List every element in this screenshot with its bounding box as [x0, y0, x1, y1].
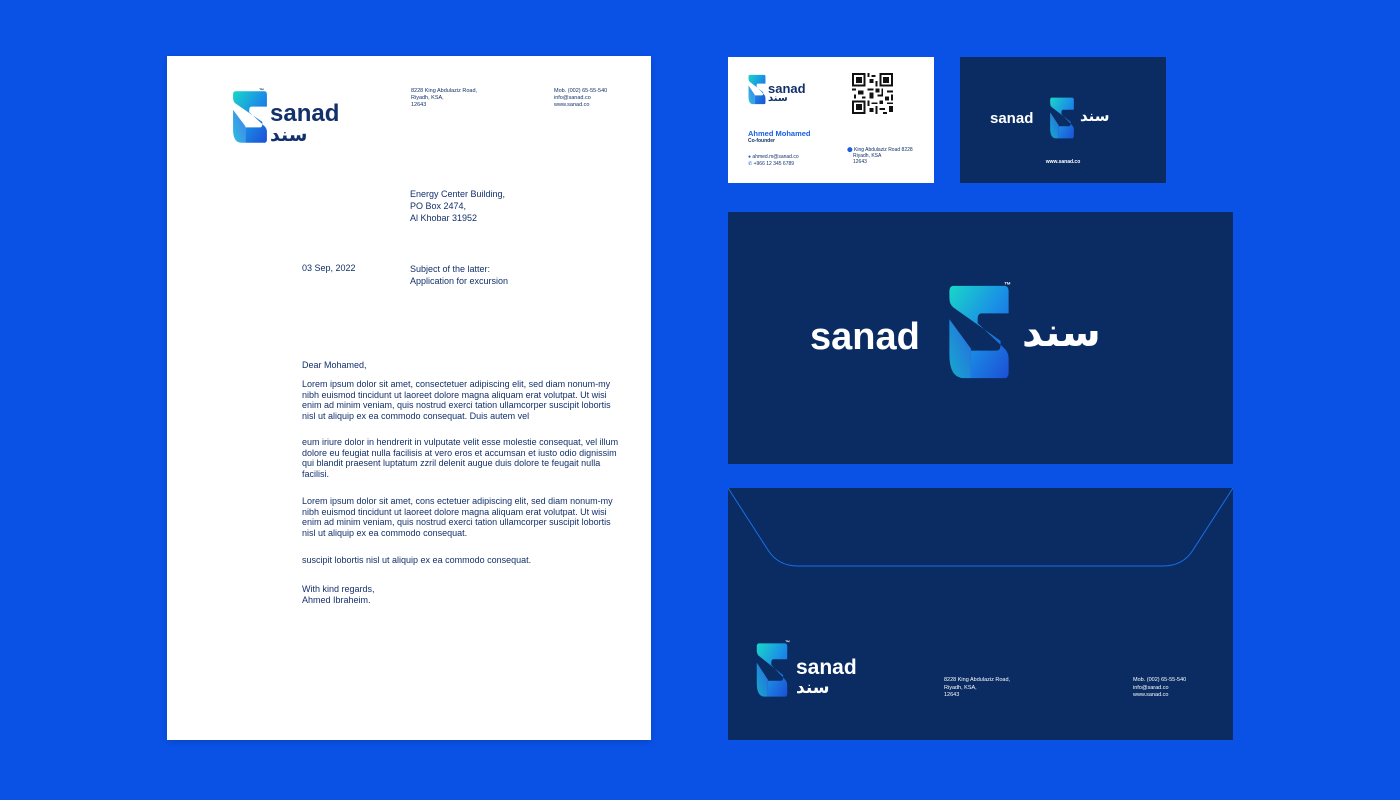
- qr-code-icon: [852, 73, 893, 114]
- header-address: 8228 King Abdulaziz Road, Riyadh, KSA, 12643: [411, 88, 478, 108]
- letter-paragraph: Lorem ipsum dolor sit amet, consectetuer adipiscing elit, sed diam nonum-my nibh euismod tincidunt ut laoreet dolore magna aliquam erat volutpat. Ut wisi enim ad minim veniam, quis nostrud exerci tation ullamcorper suscipit lobortis nisl ut aliquip ex ea commodo consequat. Duis autem vel: [302, 379, 611, 421]
- location-pin-icon: ⬤: [847, 147, 853, 153]
- sanad-logo-icon: [230, 88, 270, 146]
- trademark-mark: ™: [1004, 282, 1011, 289]
- logo-arabic: سند: [1022, 310, 1101, 356]
- sanad-logo-icon: [754, 640, 790, 700]
- logo-wordmark: sanad: [768, 81, 806, 96]
- logo-wordmark: sanad: [270, 100, 340, 127]
- letter-paragraph: suscipit lobortis nisl ut aliquip ex ea commodo consequat.: [302, 555, 532, 565]
- logo-wordmark: sanad: [810, 316, 920, 358]
- card-website: www.sanad.co: [1045, 159, 1081, 165]
- card-phone: ✆ +966 12 345 6789: [748, 161, 795, 167]
- sanad-logo-icon: [944, 280, 1014, 384]
- letter-date: 03 Sep, 2022: [302, 263, 356, 273]
- card-person-title: Co-founder: [748, 138, 775, 144]
- logo-arabic: سند: [270, 124, 308, 146]
- letter-paragraph: Lorem ipsum dolor sit amet, cons ectetuer adipiscing elit, sed diam nonum-my nibh euismod tincidunt ut laoreet dolore magna aliquam erat volutpat. Ut wisi enim ad minim veniam, quis nostrud exerci tation ullamcorper suscipit lobortis nisl ut aliquip ex ea commodo consequat.: [302, 496, 613, 538]
- trademark-mark: ™: [259, 88, 264, 94]
- brand-banner: [728, 212, 1233, 464]
- envelope-flap: [728, 488, 1233, 578]
- recipient-address: Energy Center Building, PO Box 2474, Al Khobar 31952: [410, 189, 506, 223]
- envelope: [728, 488, 1233, 740]
- business-card-back: [960, 57, 1166, 183]
- card-person-name: Ahmed Mohamed: [748, 129, 811, 138]
- logo-arabic: سند: [1080, 107, 1110, 125]
- header-contact: Mob. (002) 65-55-540 info@sanad.co www.sanad.co: [554, 88, 608, 108]
- card-email: ● ahmed.m@sanad.co: [748, 154, 799, 160]
- envelope-contact: Mob. (002) 65-55-540 info@sarad.co www.sanad.co: [1133, 677, 1187, 698]
- letterhead-sheet: [167, 56, 651, 740]
- letter-paragraph: eum iriure dolor in hendrerit in vulputate velit esse molestie consequat, vel illum dolore eu feugiat nulla facilisis at vero eros et accumsan et iusto odio dignissim qui blandit praesent luptatum zzril delenit augue duis dolore te feugait nulla facilisi.: [302, 437, 619, 479]
- trademark-mark: ™: [785, 640, 790, 646]
- logo-arabic: سند: [796, 678, 830, 698]
- mail-icon: ●: [748, 154, 752, 160]
- logo-wordmark: sanad: [990, 110, 1034, 127]
- logo-arabic: سند: [768, 93, 788, 104]
- business-card-front: [728, 57, 934, 183]
- letter-subject: Subject of the latter: Application for excursion: [410, 264, 509, 286]
- sanad-logo-icon: [1048, 95, 1076, 141]
- phone-icon: ✆: [748, 161, 753, 167]
- envelope-address: 8228 King Abdulaziz Road, Riyadh, KSA, 12643: [944, 677, 1011, 698]
- letter-greeting: Dear Mohamed,: [302, 360, 367, 370]
- letter-closing: With kind regards, Ahmed Ibraheim.: [302, 584, 375, 605]
- logo-wordmark: sanad: [796, 656, 857, 679]
- card-address: ⬤ King Abdulaziz Road 8228 Riyadh, KSA 12643: [847, 147, 913, 165]
- sanad-logo-icon: [747, 73, 767, 106]
